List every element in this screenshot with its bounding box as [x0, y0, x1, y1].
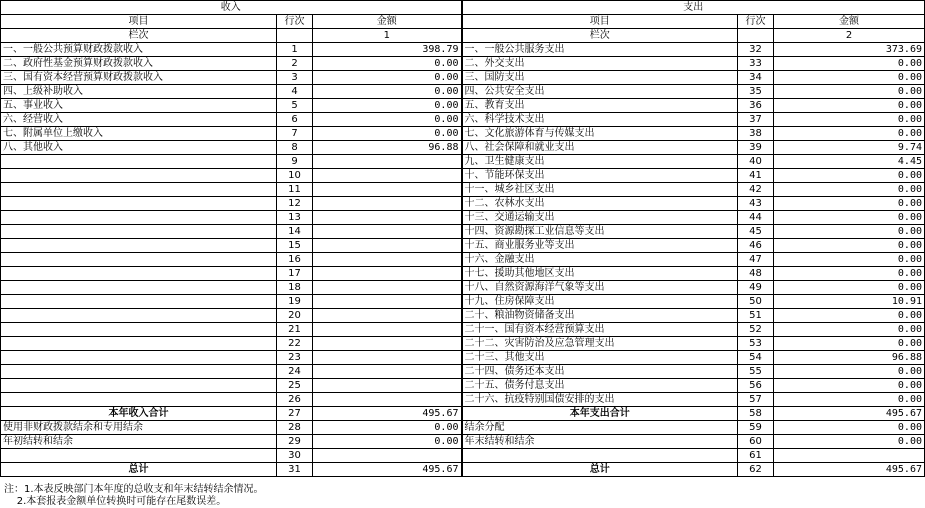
income-amount: 0.00 [313, 435, 462, 449]
table-row [1, 253, 925, 267]
table-row [1, 85, 925, 99]
expense-row-no: 33 [738, 57, 774, 71]
expense-row-no: 57 [738, 393, 774, 407]
income-amount [313, 225, 462, 239]
expense-amount [774, 449, 925, 463]
income-item-header: 项目 [1, 15, 277, 29]
expense-item: 二、外交支出 [462, 57, 738, 71]
income-item [1, 253, 277, 267]
table-row [1, 225, 925, 239]
expense-amount: 0.00 [774, 309, 925, 323]
income-amount: 0.00 [313, 71, 462, 85]
expense-item: 一、一般公共服务支出 [462, 43, 738, 57]
expense-section-header: 支出 [462, 1, 925, 15]
income-row-no: 10 [277, 169, 313, 183]
income-row-no: 22 [277, 337, 313, 351]
notes [4, 484, 264, 508]
table-row [1, 141, 925, 155]
income-item [1, 155, 277, 169]
income-row-no: 9 [277, 155, 313, 169]
expense-amount: 0.00 [774, 99, 925, 113]
income-row-no: 18 [277, 281, 313, 295]
table-row [1, 323, 925, 337]
table-row [1, 197, 925, 211]
expense-row-no: 44 [738, 211, 774, 225]
expense-row-no: 38 [738, 127, 774, 141]
table-row [1, 155, 925, 169]
income-amount [313, 253, 462, 267]
income-item [1, 449, 277, 463]
income-row-no: 25 [277, 379, 313, 393]
expense-item: 六、科学技术支出 [462, 113, 738, 127]
table-row [1, 211, 925, 225]
income-item: 四、上级补助收入 [1, 85, 277, 99]
expense-item: 总计 [462, 463, 738, 477]
income-item [1, 197, 277, 211]
table-row [1, 113, 925, 127]
table-row [1, 169, 925, 183]
income-row-no: 27 [277, 407, 313, 421]
expense-row-no: 32 [738, 43, 774, 57]
table-row [1, 183, 925, 197]
expense-amount: 0.00 [774, 57, 925, 71]
income-amount: 0.00 [313, 99, 462, 113]
note-line: 注：1.本表反映部门本年度的总收支和年末结转结余情况。 [4, 484, 264, 495]
income-amount [313, 211, 462, 225]
expense-row-no: 40 [738, 155, 774, 169]
expense-amount: 0.00 [774, 85, 925, 99]
expense-row-no-header: 行次 [738, 15, 774, 29]
income-item: 六、经营收入 [1, 113, 277, 127]
table-row [1, 127, 925, 141]
income-amount: 0.00 [313, 57, 462, 71]
income-amount [313, 449, 462, 463]
expense-row-no: 36 [738, 99, 774, 113]
table-row [1, 337, 925, 351]
income-item: 五、事业收入 [1, 99, 277, 113]
expense-row-no: 35 [738, 85, 774, 99]
income-row-no: 28 [277, 421, 313, 435]
income-row-no: 7 [277, 127, 313, 141]
income-row-no: 12 [277, 197, 313, 211]
expense-column-number: 2 [774, 29, 925, 43]
expense-row-no: 58 [738, 407, 774, 421]
expense-amount: 0.00 [774, 169, 925, 183]
income-row-no: 1 [277, 43, 313, 57]
expense-item: 结余分配 [462, 421, 738, 435]
expense-item: 三、国防支出 [462, 71, 738, 85]
income-amount: 398.79 [313, 43, 462, 57]
expense-row-no: 42 [738, 183, 774, 197]
expense-row-no: 50 [738, 295, 774, 309]
income-amount [313, 323, 462, 337]
expense-amount: 0.00 [774, 421, 925, 435]
income-row-no: 26 [277, 393, 313, 407]
income-item [1, 281, 277, 295]
income-item [1, 225, 277, 239]
income-amount [313, 351, 462, 365]
income-column-no-blank [277, 29, 313, 43]
expense-row-no: 43 [738, 197, 774, 211]
income-amount: 0.00 [313, 85, 462, 99]
expense-amount: 0.00 [774, 323, 925, 337]
income-amount [313, 197, 462, 211]
expense-amount: 0.00 [774, 239, 925, 253]
expense-item: 八、社会保障和就业支出 [462, 141, 738, 155]
expense-item: 十、节能环保支出 [462, 169, 738, 183]
expense-item: 二十二、灾害防治及应急管理支出 [462, 337, 738, 351]
expense-item: 十七、援助其他地区支出 [462, 267, 738, 281]
expense-item: 二十五、债务付息支出 [462, 379, 738, 393]
income-item [1, 169, 277, 183]
expense-item: 本年支出合计 [462, 407, 738, 421]
expense-item: 十二、农林水支出 [462, 197, 738, 211]
expense-amount: 0.00 [774, 211, 925, 225]
table-row [1, 99, 925, 113]
expense-row-no: 52 [738, 323, 774, 337]
income-amount [313, 379, 462, 393]
income-amount: 0.00 [313, 127, 462, 141]
table-row [1, 449, 925, 463]
income-row-no: 13 [277, 211, 313, 225]
expense-amount-header: 金额 [774, 15, 925, 29]
table-row [1, 393, 925, 407]
note-line: 2.本套报表金额单位转换时可能存在尾数误差。 [4, 496, 227, 507]
income-amount [313, 337, 462, 351]
income-item [1, 337, 277, 351]
table-row [1, 379, 925, 393]
expense-item: 十四、资源勘探工业信息等支出 [462, 225, 738, 239]
expense-amount: 0.00 [774, 281, 925, 295]
expense-item: 十九、住房保障支出 [462, 295, 738, 309]
income-row-no: 30 [277, 449, 313, 463]
expense-amount: 4.45 [774, 155, 925, 169]
income-item [1, 365, 277, 379]
income-amount: 495.67 [313, 463, 462, 477]
income-row-no: 24 [277, 365, 313, 379]
expense-item: 十八、自然资源海洋气象等支出 [462, 281, 738, 295]
income-row-no: 2 [277, 57, 313, 71]
expense-amount: 9.74 [774, 141, 925, 155]
expense-row-no: 39 [738, 141, 774, 155]
expense-row-no: 53 [738, 337, 774, 351]
expense-amount: 0.00 [774, 393, 925, 407]
expense-amount: 0.00 [774, 365, 925, 379]
expense-item: 九、卫生健康支出 [462, 155, 738, 169]
table-row [1, 365, 925, 379]
income-item: 使用非财政拨款结余和专用结余 [1, 421, 277, 435]
income-column-number: 1 [313, 29, 462, 43]
expense-amount: 0.00 [774, 379, 925, 393]
table-row [1, 309, 925, 323]
expense-amount: 0.00 [774, 225, 925, 239]
expense-amount: 0.00 [774, 127, 925, 141]
expense-row-no: 49 [738, 281, 774, 295]
table-row [1, 407, 925, 421]
expense-amount: 10.91 [774, 295, 925, 309]
income-amount [313, 309, 462, 323]
table-row [1, 295, 925, 309]
income-row-no: 19 [277, 295, 313, 309]
income-amount [313, 155, 462, 169]
expense-item [462, 449, 738, 463]
expense-row-no: 45 [738, 225, 774, 239]
income-row-no: 31 [277, 463, 313, 477]
income-item [1, 239, 277, 253]
income-item [1, 267, 277, 281]
income-item: 三、国有资本经营预算财政拨款收入 [1, 71, 277, 85]
expense-item-header: 项目 [462, 15, 738, 29]
table-row [1, 239, 925, 253]
table-row [1, 71, 925, 85]
income-item [1, 295, 277, 309]
income-section-header: 收入 [1, 1, 462, 15]
income-row-no: 11 [277, 183, 313, 197]
income-item: 本年收入合计 [1, 407, 277, 421]
expense-column-no-blank [738, 29, 774, 43]
income-amount: 0.00 [313, 113, 462, 127]
income-item: 七、附属单位上缴收入 [1, 127, 277, 141]
income-item [1, 309, 277, 323]
income-amount: 0.00 [313, 421, 462, 435]
table-row [1, 435, 925, 449]
income-row-no: 16 [277, 253, 313, 267]
expense-row-no: 59 [738, 421, 774, 435]
expense-item: 十三、交通运输支出 [462, 211, 738, 225]
table-row [1, 281, 925, 295]
expense-item: 四、公共安全支出 [462, 85, 738, 99]
income-column-no-label: 栏次 [1, 29, 277, 43]
income-row-no: 15 [277, 239, 313, 253]
income-amount [313, 239, 462, 253]
expense-amount: 0.00 [774, 71, 925, 85]
income-row-no: 14 [277, 225, 313, 239]
income-amount [313, 393, 462, 407]
expense-item: 二十四、债务还本支出 [462, 365, 738, 379]
expense-amount: 0.00 [774, 267, 925, 281]
expense-item: 十六、金融支出 [462, 253, 738, 267]
income-amount [313, 281, 462, 295]
expense-row-no: 61 [738, 449, 774, 463]
expense-column-no-label: 栏次 [462, 29, 738, 43]
table-row [1, 43, 925, 57]
income-row-no: 3 [277, 71, 313, 85]
expense-amount: 495.67 [774, 463, 925, 477]
income-row-no: 5 [277, 99, 313, 113]
expense-amount: 96.88 [774, 351, 925, 365]
income-item: 一、一般公共预算财政拨款收入 [1, 43, 277, 57]
expense-row-no: 41 [738, 169, 774, 183]
income-item [1, 211, 277, 225]
income-item: 八、其他收入 [1, 141, 277, 155]
expense-amount: 0.00 [774, 337, 925, 351]
expense-row-no: 46 [738, 239, 774, 253]
expense-amount: 0.00 [774, 435, 925, 449]
expense-item: 二十一、国有资本经营预算支出 [462, 323, 738, 337]
income-row-no: 6 [277, 113, 313, 127]
expense-item: 年末结转和结余 [462, 435, 738, 449]
table-row [1, 351, 925, 365]
income-amount [313, 365, 462, 379]
income-item [1, 393, 277, 407]
table-row [1, 57, 925, 71]
expense-row-no: 54 [738, 351, 774, 365]
income-row-no: 20 [277, 309, 313, 323]
expense-item: 二十三、其他支出 [462, 351, 738, 365]
expense-amount: 0.00 [774, 197, 925, 211]
income-row-no: 29 [277, 435, 313, 449]
income-item: 总计 [1, 463, 277, 477]
income-row-no: 21 [277, 323, 313, 337]
table-row [1, 463, 925, 477]
income-amount [313, 267, 462, 281]
income-amount: 96.88 [313, 141, 462, 155]
income-row-no: 17 [277, 267, 313, 281]
expense-amount: 0.00 [774, 183, 925, 197]
expense-item: 二十六、抗疫特别国债安排的支出 [462, 393, 738, 407]
income-item [1, 323, 277, 337]
table-row [1, 267, 925, 281]
expense-row-no: 47 [738, 253, 774, 267]
expense-item: 二十、粮油物资储备支出 [462, 309, 738, 323]
expense-row-no: 56 [738, 379, 774, 393]
expense-row-no: 48 [738, 267, 774, 281]
income-item [1, 183, 277, 197]
table-row [1, 421, 925, 435]
income-row-no-header: 行次 [277, 15, 313, 29]
income-amount: 495.67 [313, 407, 462, 421]
income-row-no: 8 [277, 141, 313, 155]
expense-amount: 373.69 [774, 43, 925, 57]
income-row-no: 23 [277, 351, 313, 365]
expense-row-no: 60 [738, 435, 774, 449]
income-item: 年初结转和结余 [1, 435, 277, 449]
income-item [1, 351, 277, 365]
expense-amount: 495.67 [774, 407, 925, 421]
expense-item: 五、教育支出 [462, 99, 738, 113]
expense-item: 十五、商业服务业等支出 [462, 239, 738, 253]
expense-row-no: 37 [738, 113, 774, 127]
income-row-no: 4 [277, 85, 313, 99]
income-amount [313, 295, 462, 309]
income-amount [313, 183, 462, 197]
expense-amount: 0.00 [774, 113, 925, 127]
income-item: 二、政府性基金预算财政拨款收入 [1, 57, 277, 71]
expense-row-no: 34 [738, 71, 774, 85]
income-amount [313, 169, 462, 183]
expense-amount: 0.00 [774, 253, 925, 267]
expense-row-no: 55 [738, 365, 774, 379]
income-amount-header: 金额 [313, 15, 462, 29]
expense-row-no: 51 [738, 309, 774, 323]
expense-item: 十一、城乡社区支出 [462, 183, 738, 197]
expense-row-no: 62 [738, 463, 774, 477]
income-item [1, 379, 277, 393]
expense-item: 七、文化旅游体育与传媒支出 [462, 127, 738, 141]
